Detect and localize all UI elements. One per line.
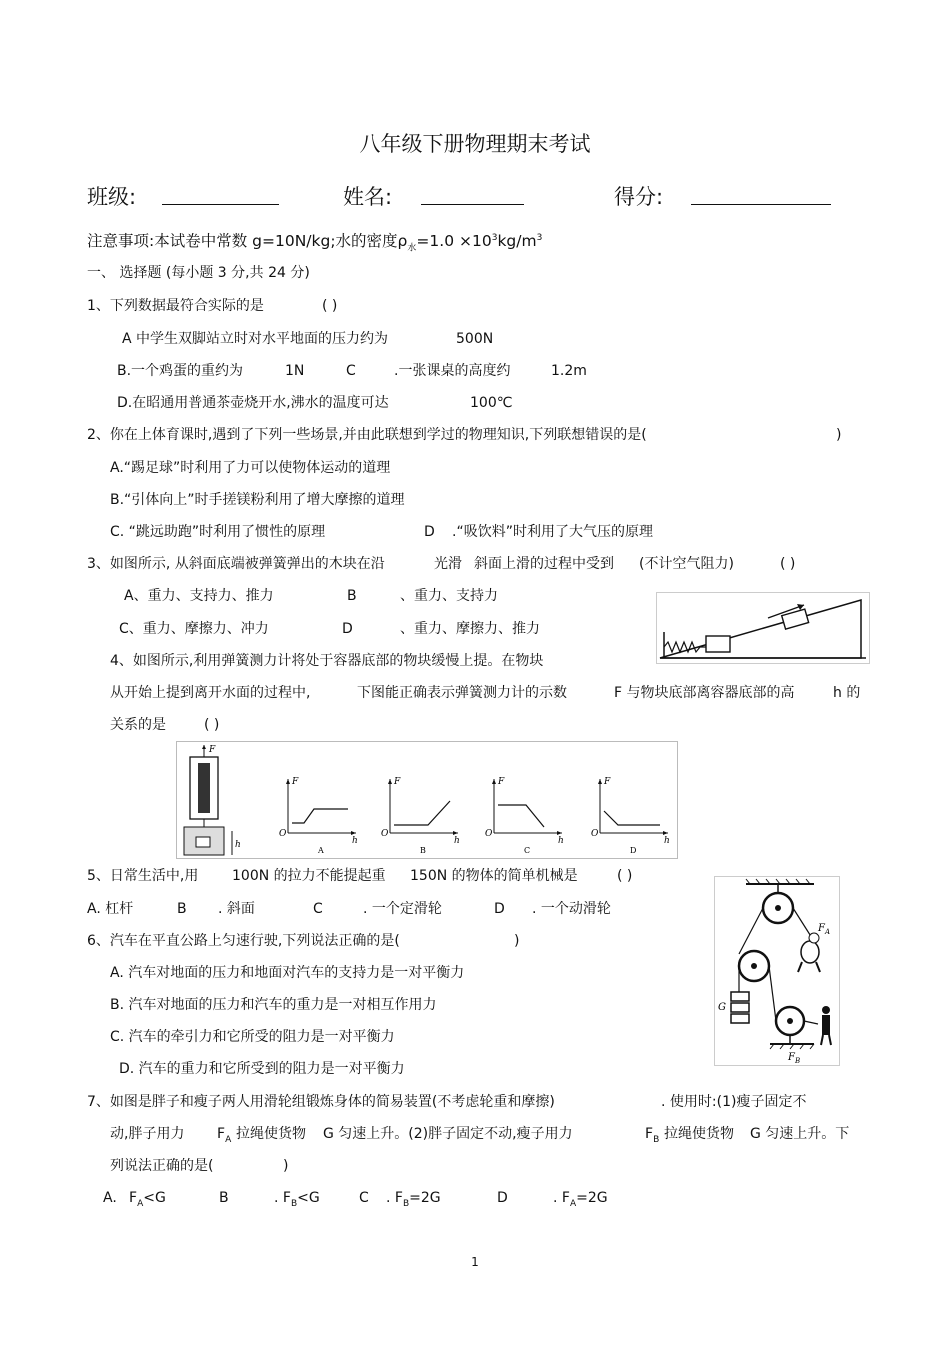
page-title: 八年级下册物理期末考试 [359, 132, 591, 156]
q3-stem-2: 斜面上滑的过程中受到 [474, 556, 614, 572]
graph-curve-B [394, 801, 450, 825]
fig-fb-label: $F_B$ [788, 1052, 801, 1065]
q2-option-a: A.“踢足球”时利用了力可以使物体运动的道理 [110, 460, 391, 476]
q5-option-c-letter: C [313, 901, 323, 917]
rope-down [769, 966, 776, 1021]
height-label: h [235, 840, 241, 850]
q6-close: ) [514, 933, 520, 949]
q6-option-d: D. 汽车的重力和它所受到的阻力是一对平衡力 [119, 1061, 405, 1077]
thin-person-head [822, 1006, 830, 1014]
q5-value-1: 100N 的拉力不能提起重 [232, 868, 386, 884]
q7-option-a-letter: A. [103, 1190, 117, 1206]
q5-option-d-letter: D [494, 901, 505, 917]
q7-option-b-letter: B [219, 1190, 229, 1206]
class-label: 班级: [87, 185, 137, 209]
q1-option-d-value: 100℃ [470, 395, 513, 411]
q3-option-a: A、重力、支持力、推力 [124, 588, 274, 604]
q7-line-3-close: ) [283, 1158, 289, 1174]
q7-option-a: $F_A<G$ [129, 1190, 166, 1209]
q1-option-d: D.在昭通用普通茶壶烧开水,沸水的温度可达 [117, 395, 389, 411]
q4-line-2b: 下图能正确表示弹簧测力计的示数 [357, 685, 567, 701]
graph-axes-A [288, 779, 356, 833]
q7-option-d: . $F_A=2G$ [553, 1190, 608, 1209]
q5-option-a: A. 杠杆 [87, 901, 134, 917]
graph-h-label-D: h [664, 836, 670, 846]
note-mid: =1.0 ×10 [416, 232, 492, 251]
graph-h-label-B: h [454, 836, 460, 846]
q7-line-1a: 7、如图是胖子和瘦子两人用滑轮组锻炼身体的简易装置(不考虑轮重和摩擦) [87, 1094, 555, 1110]
q6-stem: 6、汽车在平直公路上匀速行驶,下列说法正确的是( [87, 933, 400, 949]
q1-option-c-letter: C [346, 363, 356, 379]
scale-f-label: F [209, 745, 216, 755]
rope-fb [804, 1021, 818, 1024]
block-start [706, 636, 730, 652]
q5-option-b: . 斜面 [218, 901, 255, 917]
graph-curve-C [498, 805, 544, 827]
q7-line-2e: G 匀速上升。下 [750, 1126, 850, 1142]
q4-line-1: 4、如图所示,利用弹簧测力计将处于容器底部的物块缓慢上提。在物块 [110, 653, 544, 669]
q1-option-a-value: 500N [456, 331, 494, 347]
note-unit-exp: 3 [536, 233, 543, 243]
fat-person [801, 941, 819, 963]
q2-option-b: B.“引体向上”时手搓镁粉利用了增大摩擦的道理 [110, 492, 405, 508]
q5-option-d: . 一个动滑轮 [532, 901, 611, 917]
graph-h-label-C: h [558, 836, 564, 846]
graph-option-label-C: C [524, 846, 531, 855]
graph-arrows-B [388, 779, 458, 835]
q5-option-b-letter: B [177, 901, 187, 917]
top-pulley-axle [775, 905, 781, 911]
scale-pull-arrow [202, 745, 206, 749]
submerged-block [196, 837, 210, 847]
q1-option-b-value: 1N [285, 363, 305, 379]
q3-option-d-letter: D [342, 621, 353, 637]
weight-1 [731, 992, 749, 1001]
q1-option-b: B.一个鸡蛋的重约为 [117, 363, 244, 379]
q3-option-b: 、重力、支持力 [400, 588, 498, 604]
graph-option-label-D: D [630, 846, 637, 855]
graph-arrows-D [598, 779, 668, 835]
q7-fa: $F_A$ [217, 1126, 232, 1145]
page-number: 1 [471, 1255, 479, 1269]
q2-option-d-letter: D [424, 524, 435, 540]
q7-line-2d: 拉绳使货物 [664, 1126, 734, 1142]
graph-arrows-A [286, 779, 356, 835]
section-heading: 一、 选择题 (每小题 3 分,共 24 分) [87, 265, 310, 281]
q1-paren: ( ) [322, 298, 338, 314]
name-label: 姓名: [343, 185, 393, 209]
fig-fa-label: $F_A$ [818, 923, 831, 936]
q4-line-2d: h 的 [833, 685, 861, 701]
fat-person-head [809, 933, 819, 943]
graph-origin-A: O [279, 829, 287, 839]
graph-origin-D: O [591, 829, 599, 839]
q6-option-a: A. 汽车对地面的压力和地面对汽车的支持力是一对平衡力 [110, 965, 465, 981]
note-sub: 水 [407, 243, 417, 254]
note-prefix: 注意事项:本试卷中常数 g=10N/kg;水的密度ρ [87, 232, 408, 251]
q6-option-b: B. 汽车对地面的压力和汽车的重力是一对相互作用力 [110, 997, 437, 1013]
q1-option-c-value: 1.2m [551, 363, 587, 379]
graph-f-label-D: F [604, 777, 611, 787]
q7-line-2b: 拉绳使货物 [236, 1126, 306, 1142]
note-line [87, 229, 542, 257]
q5-paren: ( ) [617, 868, 633, 884]
q3-option-c: C、重力、摩擦力、冲力 [119, 621, 269, 637]
note-exp: 3 [491, 233, 498, 243]
fig-g-label: G [718, 1002, 726, 1013]
q1-stem: 1、下列数据最符合实际的是 [87, 298, 264, 314]
q3-option-b-letter: B [347, 588, 357, 604]
graph-f-label-A: F [292, 777, 299, 787]
q4-paren: ( ) [204, 717, 220, 733]
graph-option-label-A: A [318, 846, 324, 855]
q7-line-3: 列说法正确的是( [110, 1158, 214, 1174]
q3-option-d: 、重力、摩擦力、推力 [400, 621, 540, 637]
graph-f-label-C: F [498, 777, 505, 787]
q7-option-c: . $F_B=2G$ [386, 1190, 441, 1209]
score-blank[interactable] [691, 204, 831, 205]
q4-line-3: 关系的是 [110, 717, 166, 733]
q6-option-c: C. 汽车的牵引力和它所受的阻力是一对平衡力 [110, 1029, 395, 1045]
q7-option-d-letter: D [497, 1190, 508, 1206]
rope-right [793, 908, 812, 938]
q2-option-c: C. “跳远助跑”时利用了惯性的原理 [110, 524, 326, 540]
graph-origin-B: O [381, 829, 389, 839]
spring-scale-core [198, 763, 210, 813]
q7-option-b: . $F_B<G$ [274, 1190, 320, 1209]
weight-2 [731, 1003, 749, 1012]
weight-3 [731, 1014, 749, 1023]
thin-person-legs [821, 1035, 831, 1045]
graph-axes-C [494, 779, 562, 833]
incline-figure [656, 592, 870, 664]
q2-option-d: .“吸饮料”时利用了大气压的原理 [452, 524, 653, 540]
graph-origin-C: O [485, 829, 493, 839]
q5-option-c: . 一个定滑轮 [363, 901, 442, 917]
q7-fb: $F_B$ [645, 1126, 660, 1145]
graph-h-label-A: h [352, 836, 358, 846]
bottom-pulley-axle [787, 1018, 793, 1024]
q7-line-2c: G 匀速上升。(2)胖子固定不动,瘦子用力 [323, 1126, 573, 1142]
graph-figure [176, 741, 678, 859]
q7-line-1b: . 使用时:(1)瘦子固定不 [661, 1094, 807, 1110]
graph-f-label-B: F [394, 777, 401, 787]
thin-person-body [822, 1015, 830, 1035]
incline-slope [660, 600, 861, 658]
q1-option-a: A 中学生双脚站立时对水平地面的压力约为 [122, 331, 389, 347]
rope-left [739, 908, 763, 954]
q4-line-2c: F 与物块底部离容器底部的高 [614, 685, 795, 701]
q3-paren: ( ) [780, 556, 796, 572]
q7-option-c-letter: C [359, 1190, 369, 1206]
graph-curve-D [604, 811, 660, 825]
q1-option-c: .一张课桌的高度约 [394, 363, 511, 379]
graphs-group [279, 777, 670, 855]
graph-curve-A [292, 809, 348, 823]
q3-note: (不计空气阻力) [639, 556, 734, 572]
class-blank[interactable] [162, 204, 279, 205]
pulley-figure [714, 876, 840, 1066]
graph-option-label-B: B [420, 846, 426, 855]
q7-line-2a: 动,胖子用力 [110, 1126, 185, 1142]
q3-stem: 3、如图所示, 从斜面底端被弹簧弹出的木块在沿 [87, 556, 385, 572]
score-label: 得分: [614, 185, 664, 209]
q2-stem: 2、你在上体育课时,遇到了下列一些场景,并由此联想到学过的物理知识,下列联想错误的是( [87, 427, 647, 443]
name-blank[interactable] [421, 204, 524, 205]
note-unit: kg/m [497, 232, 537, 251]
graph-frame [177, 742, 678, 859]
q2-close: ) [836, 427, 842, 443]
q5-stem: 5、日常生活中,用 [87, 868, 199, 884]
q5-value-2: 150N 的物体的简单机械是 [410, 868, 578, 884]
q3-smooth: 光滑 [434, 556, 462, 572]
q4-line-2a: 从开始上提到离开水面的过程中, [110, 685, 311, 701]
middle-pulley-axle [751, 963, 757, 969]
